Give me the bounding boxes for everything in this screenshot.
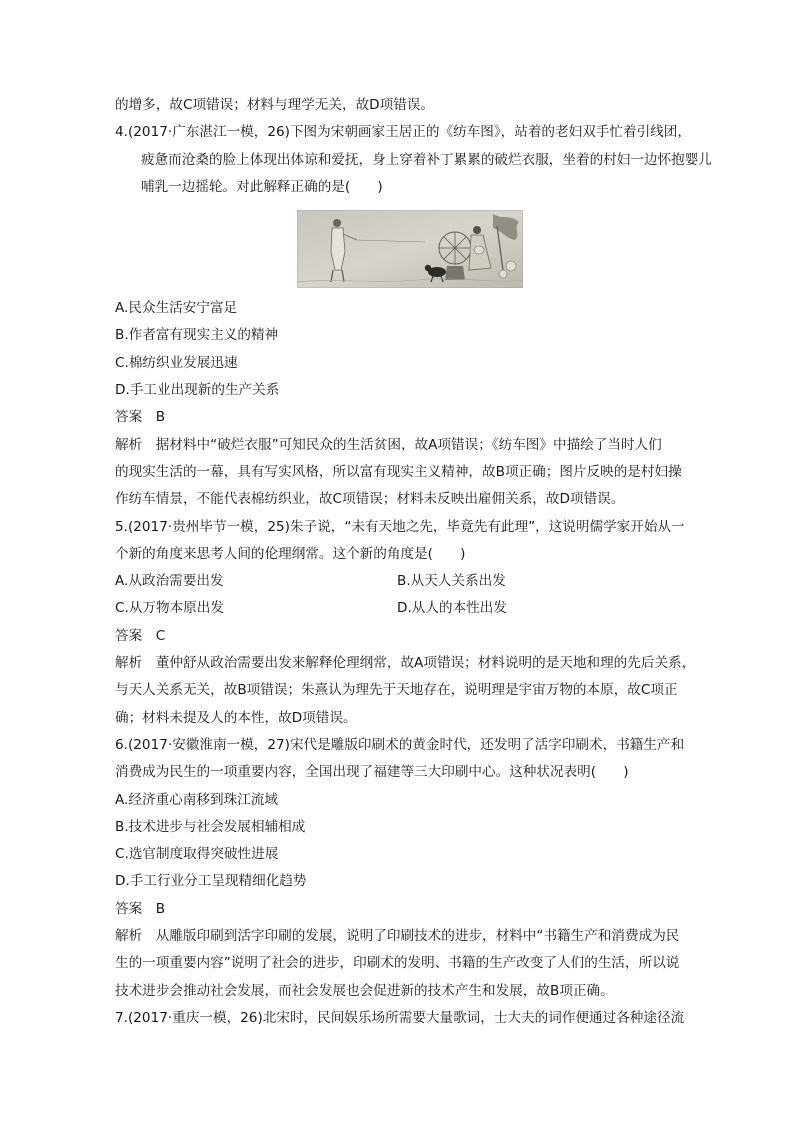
option-b: B.作者富有现实主义的精神 <box>115 327 279 344</box>
explanation-line: 解析 据材料中“破烂衣服”可知民众的生活贫困，故A项错误；《纺车图》中描绘了当时人们 <box>115 436 662 453</box>
options-row <box>115 568 705 595</box>
option-c: C.选官制度取得突破性进展 <box>115 846 279 863</box>
explanation-line: 生的一项重要内容”说明了社会的进步，印刷术的发明、书籍的生产改变了人们的生活，所以说 <box>115 955 680 972</box>
explanation-line: 的现实生活的一幕，具有写实风格，所以富有现实主义精神，故B项正确；图片反映的是村妇操 <box>115 463 682 480</box>
explanation-line: 确；材料未提及人的本性，故D项错误。 <box>115 709 357 726</box>
question-4-stem-cont: 哺乳一边摇轮。对此解释正确的是( ) <box>141 178 383 195</box>
question-5-stem: 5.(2017·贵州毕节一模，25)朱子说，“未有天地之先，毕竟先有此理”，这说明儒学家开始从一 <box>115 518 685 535</box>
page-content <box>115 92 712 1032</box>
option-b: B.技术进步与社会发展相辅相成 <box>115 818 306 835</box>
option-d: D.从人的本性出发 <box>397 600 507 617</box>
option-b: B.从天人关系出发 <box>397 573 506 590</box>
question-6-stem: 6.(2017·安徽淮南一模，27)宋代是雕版印刷术的黄金时代，还发明了活字印刷术，书籍生产和 <box>115 736 685 753</box>
explanation-line: 与天人关系无关，故B项错误；朱熹认为理先于天地存在，说明理是宇宙万物的本原，故C项正 <box>115 682 678 699</box>
option-d: D.手工行业分工呈现精细化趋势 <box>115 873 307 890</box>
question-4-stem: 4.(2017·广东湛江一模，26)下图为宋朝画家王居正的《纺车图》，站着的老妇双手忙着引线团， <box>115 124 691 141</box>
question-6-stem-cont: 消费成为民生的一项重要内容，全国出现了福建等三大印刷中心。这种状况表明( ) <box>115 764 629 781</box>
answer-line: 答案 C <box>115 627 166 644</box>
explanation-line: 解析 董仲舒从政治需要出发来解释伦理纲常，故A项错误；材料说明的是天地和理的先后关系， <box>115 655 696 672</box>
text-line: 的增多，故C项错误；材料与理学无关，故D项错误。 <box>115 97 435 113</box>
option-c: C.从万物本原出发 <box>115 600 224 617</box>
explanation-line: 技术进步会推动社会发展，而社会发展也会促进新的技术产生和发展，故B项正确。 <box>115 982 614 999</box>
option-a: A.从政治需要出发 <box>115 573 224 590</box>
question-5-stem-cont: 个新的角度来思考人间的伦理纲常。这个新的角度是( ) <box>115 545 466 562</box>
spinning-wheel-painting <box>115 205 705 293</box>
option-a: A.民众生活安宁富足 <box>115 300 238 317</box>
answer-line: 答案 B <box>115 409 166 426</box>
question-4-stem-cont: 疲惫而沧桑的脸上体现出体谅和爱抚，身上穿着补丁累累的破烂衣服，坐着的村妇一边怀抱婴儿 <box>141 151 712 168</box>
painting-image <box>297 210 523 288</box>
answer-line: 答案 B <box>115 900 166 917</box>
question-7-stem: 7.(2017·重庆一模，26)北宋时，民间娱乐场所需要大量歌词，士大夫的词作便通过各种途径流 <box>115 1009 685 1026</box>
option-d: D.手工业出现新的生产关系 <box>115 382 280 399</box>
option-c: C.棉纺织业发展迅速 <box>115 354 238 371</box>
options-row <box>115 595 705 622</box>
explanation-line: 解析 从雕版印刷到活字印刷的发展，说明了印刷技术的进步，材料中“书籍生产和消费成为民 <box>115 928 680 945</box>
option-a: A.经济重心南移到珠江流域 <box>115 791 278 808</box>
explanation-line: 作纺车情景，不能代表棉纺织业，故C项错误；材料未反映出雇佣关系，故D项错误。 <box>115 491 625 508</box>
